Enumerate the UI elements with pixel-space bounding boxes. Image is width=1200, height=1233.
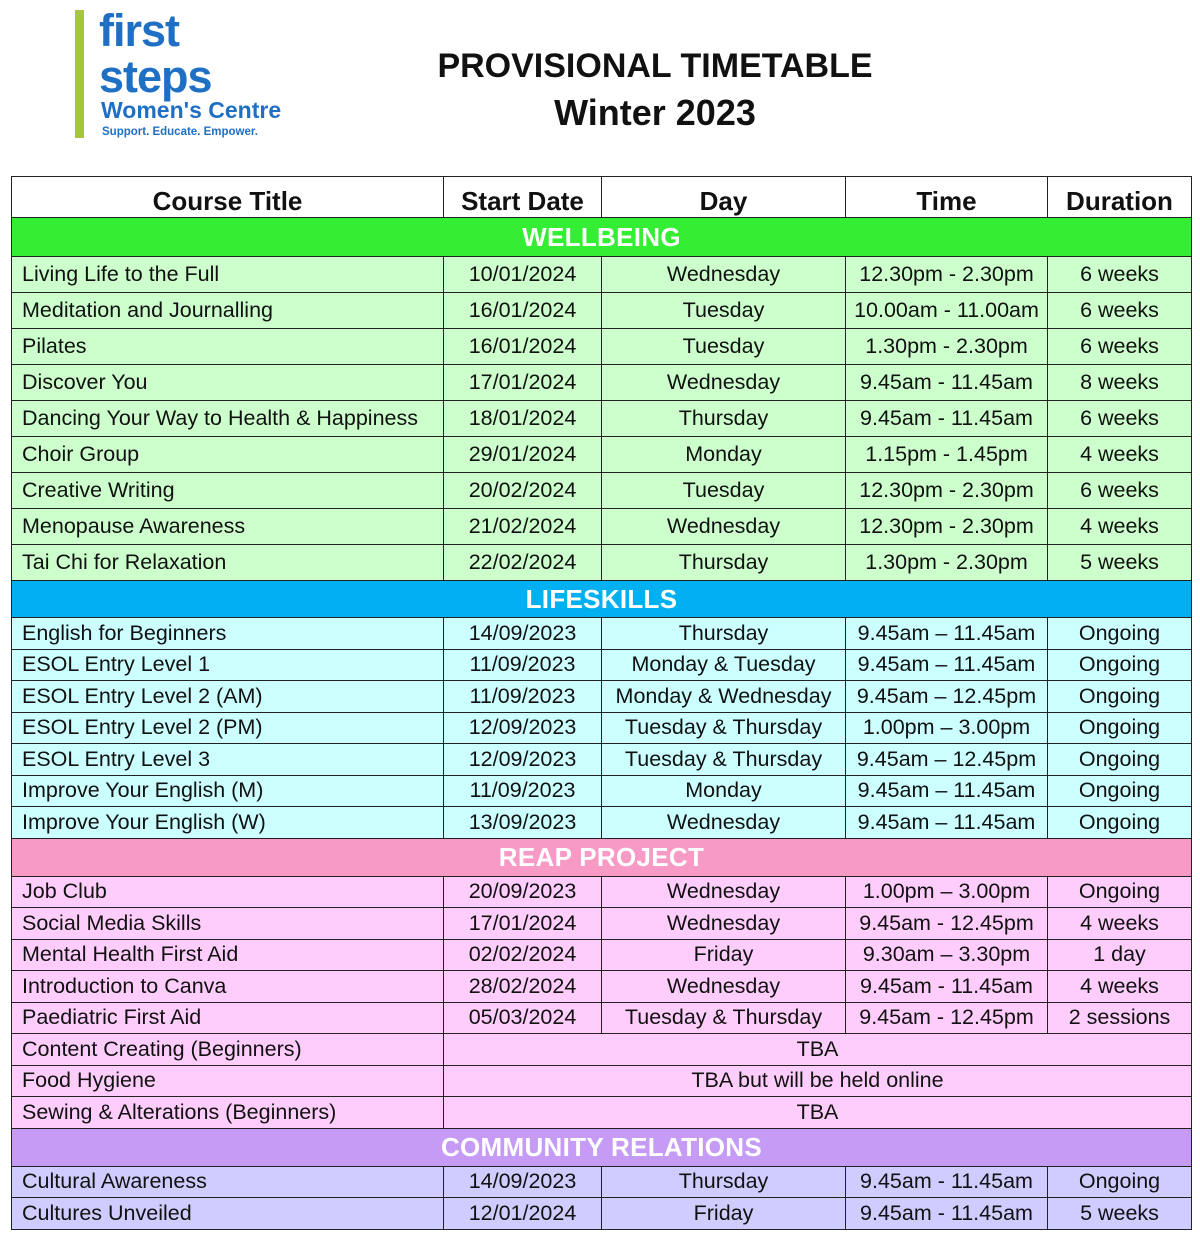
cell-start-date: 29/01/2024 [444,437,602,473]
cell-day: Tuesday [602,473,846,509]
cell-day: Thursday [602,545,846,581]
logo-line-steps: steps [99,51,212,102]
cell-duration: 1 day [1048,939,1192,971]
cell-day: Tuesday & Thursday [602,744,846,776]
cell-start-date: 12/09/2023 [444,744,602,776]
cell-time: 9.45am - 12.45pm [846,908,1048,940]
table-row [12,649,1192,681]
cell-duration: Ongoing [1048,807,1192,839]
cell-time: 12.30pm - 2.30pm [846,257,1048,293]
cell-duration: 6 weeks [1048,293,1192,329]
section-header-lifeskills [12,581,1192,618]
cell-time: 9.45am – 12.45pm [846,681,1048,713]
cell-start-date: 17/01/2024 [444,908,602,940]
page-title: PROVISIONAL TIMETABLE [437,47,873,85]
cell-course-title: ESOL Entry Level 3 [12,744,444,776]
cell-duration: Ongoing [1048,712,1192,744]
cell-duration: 2 sessions [1048,1002,1192,1034]
table-row [12,437,1192,473]
cell-course-title: Sewing & Alterations (Beginners) [12,1097,444,1129]
cell-start-date: 28/02/2024 [444,971,602,1003]
cell-start-date: 11/09/2023 [444,649,602,681]
timetable [11,176,1192,1230]
cell-time: 9.45am - 12.45pm [846,1002,1048,1034]
cell-day: Wednesday [602,971,846,1003]
table-row [12,681,1192,713]
cell-time: 1.00pm – 3.00pm [846,876,1048,908]
section-header-community-relations [12,1128,1192,1166]
cell-duration: 4 weeks [1048,437,1192,473]
cell-course-title: Paediatric First Aid [12,1002,444,1034]
cell-course-title: Cultures Unveiled [12,1198,444,1230]
cell-course-title: Food Hygiene [12,1065,444,1097]
first-steps-logo [75,5,315,140]
table-row [12,807,1192,839]
table-row [12,775,1192,807]
cell-time: 1.00pm – 3.00pm [846,712,1048,744]
cell-start-date: 11/09/2023 [444,775,602,807]
cell-duration: Ongoing [1048,775,1192,807]
cell-course-title: ESOL Entry Level 2 (AM) [12,681,444,713]
cell-duration: Ongoing [1048,744,1192,776]
cell-course-title: Improve Your English (W) [12,807,444,839]
cell-time: 9.45am – 11.45am [846,618,1048,650]
cell-day: Thursday [602,618,846,650]
cell-day: Wednesday [602,365,846,401]
cell-start-date: 18/01/2024 [444,401,602,437]
cell-duration: 5 weeks [1048,545,1192,581]
cell-day: Wednesday [602,509,846,545]
cell-day: Thursday [602,1166,846,1198]
header-duration: Duration [1048,177,1192,218]
cell-time: 1.30pm - 2.30pm [846,545,1048,581]
cell-tba-note: TBA [444,1097,1192,1129]
cell-duration: Ongoing [1048,1166,1192,1198]
cell-start-date: 16/01/2024 [444,293,602,329]
logo-accent-bar [75,10,84,138]
cell-tba-note: TBA but will be held online [444,1065,1192,1097]
cell-course-title: Menopause Awareness [12,509,444,545]
cell-course-title: Living Life to the Full [12,257,444,293]
cell-duration: 4 weeks [1048,971,1192,1003]
cell-time: 12.30pm - 2.30pm [846,509,1048,545]
cell-course-title: Dancing Your Way to Health & Happiness [12,401,444,437]
table-row [12,971,1192,1003]
cell-time: 1.30pm - 2.30pm [846,329,1048,365]
cell-time: 9.45am - 11.45am [846,401,1048,437]
table-row [12,293,1192,329]
cell-start-date: 20/02/2024 [444,473,602,509]
cell-day: Tuesday [602,293,846,329]
table-row [12,1166,1192,1198]
cell-time: 9.45am – 11.45am [846,775,1048,807]
cell-day: Friday [602,1198,846,1230]
cell-course-title: Discover You [12,365,444,401]
table-row [12,744,1192,776]
table-row [12,1097,1192,1129]
cell-time: 10.00am - 11.00am [846,293,1048,329]
table-row [12,473,1192,509]
cell-course-title: Tai Chi for Relaxation [12,545,444,581]
cell-duration: 5 weeks [1048,1198,1192,1230]
cell-course-title: Introduction to Canva [12,971,444,1003]
cell-start-date: 12/01/2024 [444,1198,602,1230]
cell-day: Tuesday & Thursday [602,712,846,744]
table-row [12,401,1192,437]
cell-day: Tuesday [602,329,846,365]
cell-time: 9.45am – 11.45am [846,649,1048,681]
table-row [12,876,1192,908]
cell-tba-note: TBA [444,1034,1192,1066]
cell-course-title: Cultural Awareness [12,1166,444,1198]
section-title: WELLBEING [12,218,1192,257]
cell-day: Monday & Wednesday [602,681,846,713]
cell-start-date: 21/02/2024 [444,509,602,545]
cell-day: Thursday [602,401,846,437]
table-row [12,329,1192,365]
cell-duration: 4 weeks [1048,908,1192,940]
section-title: COMMUNITY RELATIONS [12,1128,1192,1166]
cell-course-title: Social Media Skills [12,908,444,940]
cell-start-date: 17/01/2024 [444,365,602,401]
cell-duration: Ongoing [1048,618,1192,650]
cell-course-title: ESOL Entry Level 1 [12,649,444,681]
cell-start-date: 20/09/2023 [444,876,602,908]
table-row [12,1198,1192,1230]
section-header-reap-project [12,838,1192,876]
cell-day: Monday [602,437,846,473]
cell-duration: Ongoing [1048,876,1192,908]
cell-day: Monday [602,775,846,807]
table-row [12,509,1192,545]
cell-duration: 6 weeks [1048,473,1192,509]
cell-day: Wednesday [602,876,846,908]
cell-course-title: Creative Writing [12,473,444,509]
cell-time: 9.45am – 11.45am [846,807,1048,839]
cell-course-title: Content Creating (Beginners) [12,1034,444,1066]
cell-duration: Ongoing [1048,681,1192,713]
cell-start-date: 16/01/2024 [444,329,602,365]
table-row [12,939,1192,971]
table-row [12,1065,1192,1097]
cell-course-title: English for Beginners [12,618,444,650]
cell-time: 1.15pm - 1.45pm [846,437,1048,473]
header-time: Time [846,177,1048,218]
section-title: LIFESKILLS [12,581,1192,618]
cell-start-date: 22/02/2024 [444,545,602,581]
cell-duration: 6 weeks [1048,329,1192,365]
section-header-wellbeing [12,218,1192,257]
cell-start-date: 12/09/2023 [444,712,602,744]
cell-duration: Ongoing [1048,649,1192,681]
table-row [12,1034,1192,1066]
cell-course-title: Meditation and Journalling [12,293,444,329]
page-subtitle: Winter 2023 [554,92,756,133]
table-row [12,257,1192,293]
cell-course-title: ESOL Entry Level 2 (PM) [12,712,444,744]
cell-duration: 6 weeks [1048,401,1192,437]
cell-day: Friday [602,939,846,971]
logo-line-womens-centre: Women's Centre [101,97,282,123]
cell-day: Wednesday [602,257,846,293]
cell-time: 9.45am - 11.45am [846,971,1048,1003]
table-row [12,365,1192,401]
cell-start-date: 02/02/2024 [444,939,602,971]
cell-start-date: 05/03/2024 [444,1002,602,1034]
header-start-date: Start Date [444,177,602,218]
logo-line-first: first [99,5,180,56]
cell-start-date: 11/09/2023 [444,681,602,713]
table-row [12,545,1192,581]
table-row [12,712,1192,744]
cell-time: 9.45am - 11.45am [846,1166,1048,1198]
cell-course-title: Pilates [12,329,444,365]
cell-start-date: 14/09/2023 [444,618,602,650]
cell-course-title: Job Club [12,876,444,908]
header-row [12,177,1192,218]
cell-time: 12.30pm - 2.30pm [846,473,1048,509]
section-title: REAP PROJECT [12,838,1192,876]
cell-duration: 4 weeks [1048,509,1192,545]
cell-day: Wednesday [602,807,846,839]
cell-course-title: Choir Group [12,437,444,473]
cell-time: 9.45am - 11.45am [846,365,1048,401]
cell-start-date: 13/09/2023 [444,807,602,839]
cell-start-date: 10/01/2024 [444,257,602,293]
cell-start-date: 14/09/2023 [444,1166,602,1198]
table-row [12,618,1192,650]
logo-tagline: Support. Educate. Empower. [102,126,258,138]
cell-day: Tuesday & Thursday [602,1002,846,1034]
cell-time: 9.45am – 12.45pm [846,744,1048,776]
cell-course-title: Improve Your English (M) [12,775,444,807]
cell-time: 9.45am - 11.45am [846,1198,1048,1230]
cell-time: 9.30am – 3.30pm [846,939,1048,971]
table-row [12,908,1192,940]
cell-day: Monday & Tuesday [602,649,846,681]
cell-day: Wednesday [602,908,846,940]
header-course-title: Course Title [12,177,444,218]
cell-duration: 8 weeks [1048,365,1192,401]
table-row [12,1002,1192,1034]
cell-duration: 6 weeks [1048,257,1192,293]
header-day: Day [602,177,846,218]
cell-course-title: Mental Health First Aid [12,939,444,971]
